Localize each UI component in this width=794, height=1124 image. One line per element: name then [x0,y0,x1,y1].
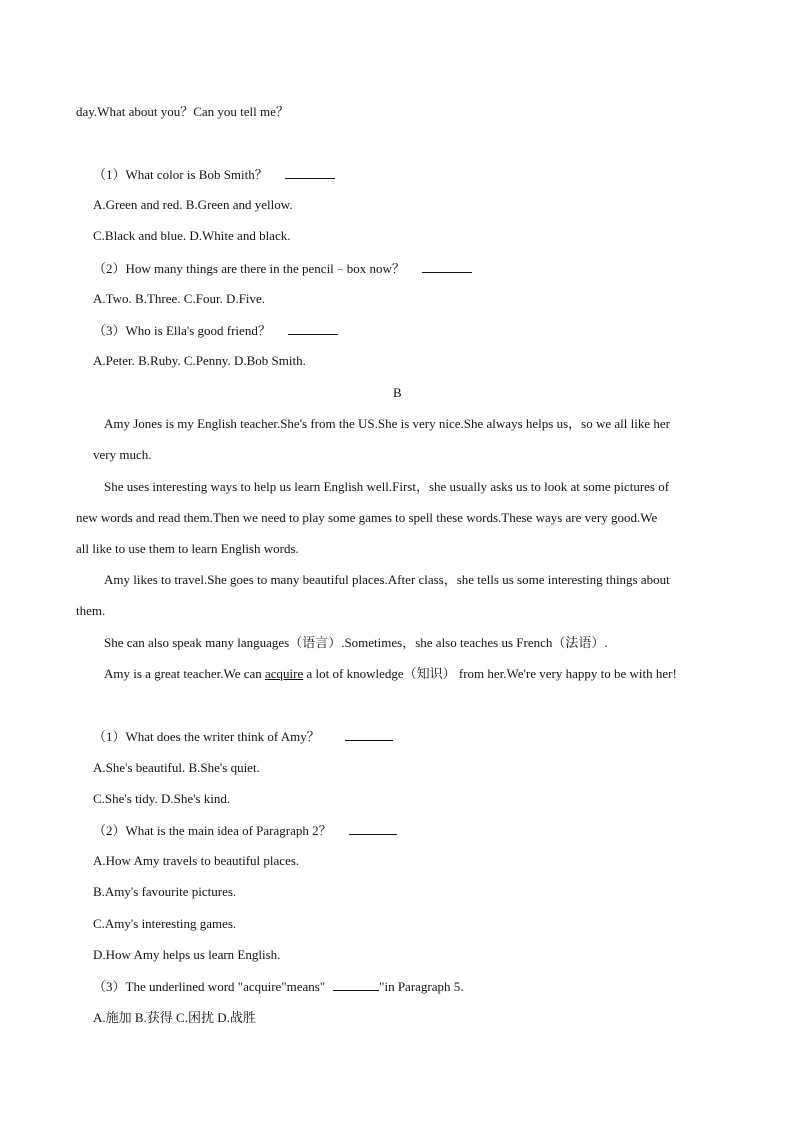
paragraph-line: Amy Jones is my English teacher.She's from the US.She is very nice.She always helps us，so we all like her [104,416,670,431]
option-line: A.How Amy travels to beautiful places. [93,853,300,868]
paragraph-5 [104,666,677,682]
option-line: C.Amy's interesting games. [93,916,237,931]
question-a1-stem: （1）What color is Bob Smith？ [93,167,268,182]
section-b-heading: B [393,385,402,400]
paragraph-line: She uses interesting ways to help us learn English well.First，she usually asks us to look at some pictures of [104,479,670,494]
answer-blank-a3[interactable] [288,322,338,335]
paragraph-5-end: a lot of knowledge（知识） from her.We're very happy to be with her! [303,666,677,681]
option-line: A.Green and red. B.Green and yellow. [93,197,293,212]
option-line: A.施加 B.获得 C.困扰 D.战胜 [93,1010,256,1025]
question-a2-stem: （2）How many things are there in the pencil﹣box now？ [93,261,405,276]
answer-blank-a1[interactable] [285,166,335,179]
question-a2 [93,260,472,277]
question-b3-stem-end: "in Paragraph 5. [379,979,464,994]
question-b3 [93,978,464,995]
option-line: A.Two. B.Three. C.Four. D.Five. [93,291,266,306]
option-line: C.She's tidy. D.She's kind. [93,791,231,806]
answer-blank-b2[interactable] [349,822,397,835]
paragraph-line: Amy likes to travel.She goes to many beautiful places.After class，she tells us some interesting things about [104,572,670,587]
question-b2 [93,822,397,839]
question-b1 [93,728,393,745]
answer-blank-b3[interactable] [333,978,379,991]
question-a3-stem: （3）Who is Ella's good friend？ [93,323,271,338]
option-line: B.Amy's favourite pictures. [93,884,237,899]
question-b2-stem: （2）What is the main idea of Paragraph 2？ [93,823,332,838]
paragraph-line: very much. [93,447,152,462]
question-b3-stem-start: （3）The underlined word "acquire"means" [93,979,326,994]
option-line: C.Black and blue. D.White and black. [93,228,291,243]
passage-a-tail: day.What about you？Can you tell me？ [76,104,289,119]
paragraph-line: She can also speak many languages（语言）.Sometimes，she also teaches us French（法语）. [104,635,608,650]
paragraph-line: all like to use them to learn English words. [76,541,299,556]
question-b1-stem: （1）What does the writer think of Amy？ [93,729,320,744]
underlined-word: acquire [265,666,304,681]
option-line: A.Peter. B.Ruby. C.Penny. D.Bob Smith. [93,353,306,368]
paragraph-line: them. [76,603,106,618]
question-a1 [93,166,335,183]
paragraph-5-start: Amy is a great teacher.We can [104,666,266,681]
option-line: A.She's beautiful. B.She's quiet. [93,760,260,775]
question-a3 [93,322,338,339]
answer-blank-b1[interactable] [345,728,393,741]
option-line: D.How Amy helps us learn English. [93,947,281,962]
paragraph-line: new words and read them.Then we need to play some games to spell these words.These ways are very good.We [76,510,658,525]
answer-blank-a2[interactable] [422,260,472,273]
